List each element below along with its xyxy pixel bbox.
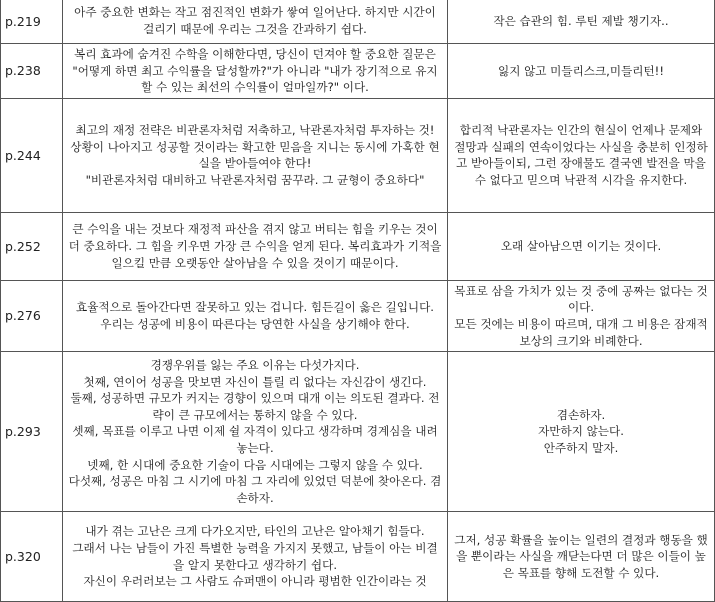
quote-cell	[63, 212, 448, 280]
quote-line: 큰 수익을 내는 것보다 재정적 파산을 겪지 않고 버티는 힘을 키우는 것이 더 중요하다. 그 힘을 키우면 가장 큰 수익을 얻게 된다. 복리효과가 기적을 일으킬 만큼 오랫동안 살아남을 수 있을 것이기 때문이다.	[68, 222, 442, 270]
note-cell	[448, 212, 715, 280]
quote-line: 아주 중요한 변화는 작고 점진적인 변화가 쌓여 일어난다. 하지만 시간이 걸리기 때문에 우리는 그것을 간과하기 쉽다.	[74, 5, 436, 36]
note-line: 모든 것에는 비용이 따르며, 대개 그 비용은 잠재적 보상의 크기와 비례한다.	[454, 316, 708, 348]
quote-line: 다섯째, 성공은 마침 그 시기에 마침 그 자리에 있었던 덕분에 찾아온다. 겸손하자.	[68, 474, 442, 505]
quote-cell	[63, 352, 448, 512]
quote-line: 우리는 성공에 비용이 따른다는 당연한 사실을 상기해야 한다.	[100, 316, 410, 331]
table-row	[1, 512, 715, 602]
note-line: 자만하지 않는다.	[538, 424, 624, 439]
page-number: p.276	[1, 280, 63, 351]
page-number: p.252	[1, 212, 63, 280]
table-row	[1, 0, 715, 44]
note-cell	[448, 352, 715, 512]
note-line: 합리적 낙관론자는 인간의 현실이 언제나 문제와 절망과 실패의 연속이었다는 사실을 충분히 인정하고 받아들이되, 그런 장애물도 결국엔 발전을 막을 수 없다고 믿으며 낙관적 시각을 유지한다.	[454, 123, 708, 187]
table-row	[1, 212, 715, 280]
quote-line: 복리 효과에 숨겨진 수학을 이해한다면, 당신이 던져야 할 중요한 질문은 "어떻게 하면 최고 수익률을 달성할까?"가 아니라 "내가 장기적으로 유지할 수 있는 최선의 수익률이 얼마일까?" 이다.	[72, 47, 438, 95]
quote-line: 효율적으로 돌아간다면 잘못하고 있는 겁니다. 힘든길이 옳은 길입니다.	[76, 300, 434, 315]
table-row	[1, 44, 715, 99]
note-cell	[448, 0, 715, 44]
quote-line: 경쟁우위를 잃는 주요 이유는 다섯가지다.	[150, 357, 360, 372]
note-line: 겸손하자.	[556, 407, 606, 422]
note-cell	[448, 280, 715, 351]
quote-line: 상황이 나아지고 성공할 것이라는 확고한 믿음을 지니는 동시에 가혹한 현실을 받아들여야 한다!	[70, 139, 440, 171]
note-line: 안주하지 말자.	[543, 440, 619, 455]
quote-cell	[63, 512, 448, 602]
quote-line: 셋째, 목표를 이루고 나면 이제 쉴 자격이 있다고 생각하며 경계심을 내려놓는다.	[72, 424, 438, 455]
page-number: p.238	[1, 44, 63, 99]
note-line: 그저, 성공 확률을 높이는 일련의 결정과 행동을 했을 뿐이라는 사실을 깨닫는다면 더 많은 이들이 높은 목표를 향해 도전할 수 있다.	[454, 532, 708, 580]
note-cell	[448, 44, 715, 99]
page-number: p.320	[1, 512, 63, 602]
quote-line: 그래서 나는 남들이 가진 특별한 능력을 가지지 못했고, 남들이 아는 비결을 알지 못한다고 생각하기 쉽다.	[72, 541, 438, 572]
quote-line: 넷째, 한 시대에 중요한 기술이 다음 시대에는 그렇지 않을 수 있다.	[87, 457, 423, 472]
quote-cell	[63, 44, 448, 99]
note-cell	[448, 512, 715, 602]
table-row	[1, 352, 715, 512]
table-row	[1, 98, 715, 212]
quote-line: 최고의 재정 전략은 비관론자처럼 저축하고, 낙관론자처럼 투자하는 것!	[75, 123, 435, 138]
table-row	[1, 280, 715, 351]
note-line: 잃지 않고 미들리스크,미들리턴!!	[498, 63, 664, 78]
note-cell	[448, 98, 715, 212]
note-line: 목표로 삼을 가치가 있는 것 중에 공짜는 없다는 것이다.	[454, 283, 708, 315]
quote-line: 둘째, 성공하면 규모가 커지는 경향이 있으며 대개 이는 의도된 결과다. 전략이 큰 규모에서는 통하지 않을 수 있다.	[70, 391, 440, 422]
quote-cell	[63, 0, 448, 44]
quote-line: 첫째, 연이어 성공을 맛보면 자신이 틀릴 리 없다는 자신감이 생긴다.	[83, 374, 427, 389]
note-line: 작은 습관의 힘. 루틴 제발 챙기자..	[493, 13, 669, 28]
page-number: p.219	[1, 0, 63, 44]
quote-line: 내가 겪는 고난은 크게 다가오지만, 타인의 고난은 알아채기 힘들다.	[85, 524, 425, 539]
quote-line: 자신이 우러러보는 그 사람도 슈퍼맨이 아니라 평범한 인간이라는 것	[83, 574, 427, 589]
note-line: 오래 살아남으면 이기는 것이다.	[500, 238, 662, 253]
quotes-table-body	[1, 0, 715, 602]
quote-cell	[63, 280, 448, 351]
page-number: p.293	[1, 352, 63, 512]
quote-cell	[63, 98, 448, 212]
quote-line: "비관론자처럼 대비하고 낙관론자처럼 꿈꾸라. 그 균형이 중요하다"	[85, 172, 425, 187]
page-number: p.244	[1, 98, 63, 212]
